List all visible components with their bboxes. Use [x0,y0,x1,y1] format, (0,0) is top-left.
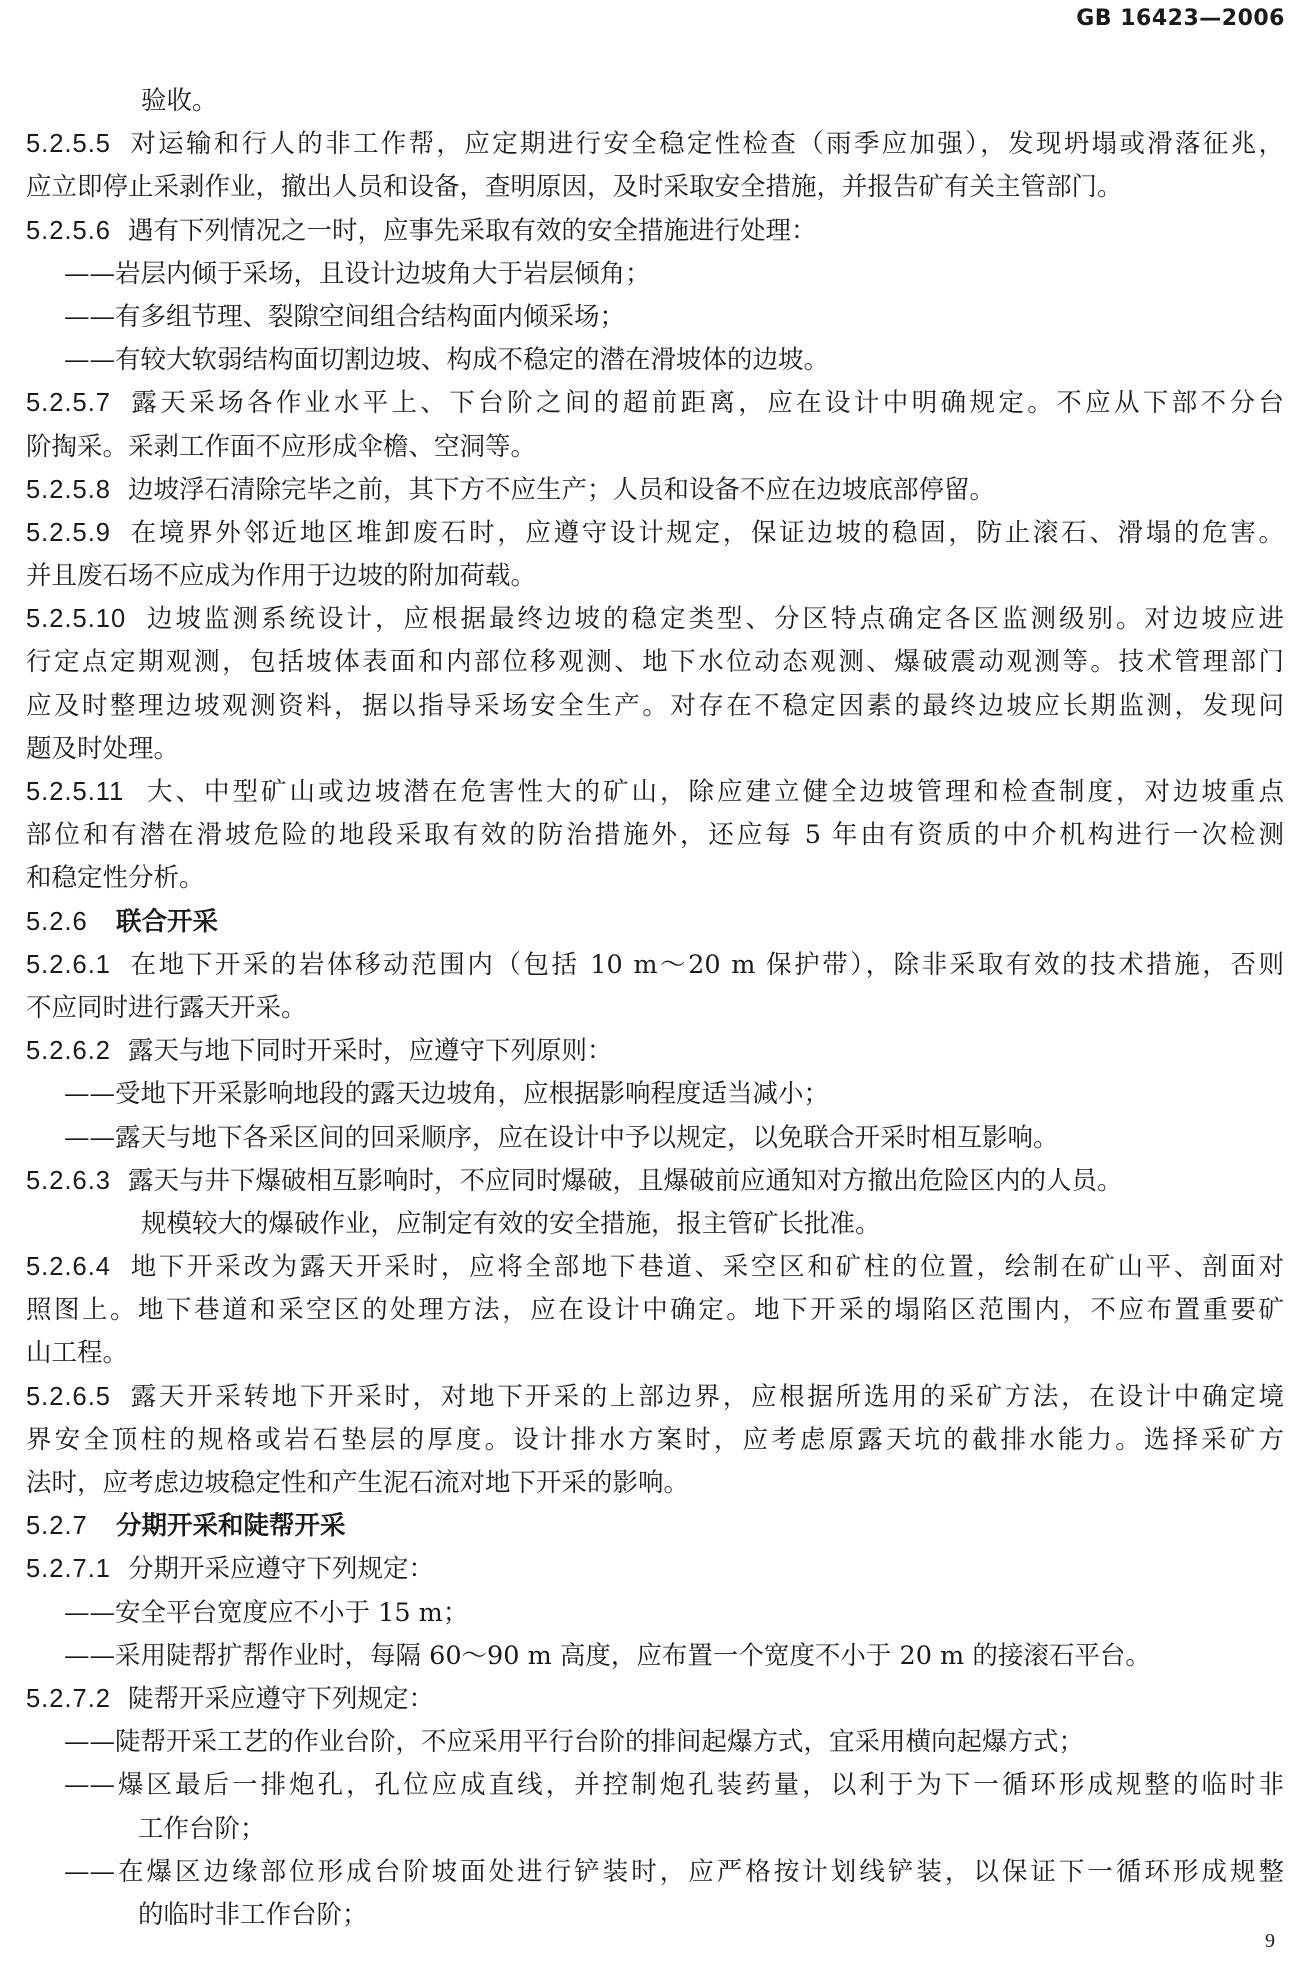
clause-line [26,1160,1284,1203]
list-item: ——采用陡帮扩帮作业时，每隔 60～90 m 高度，应布置一个宽度不小于 20 m 的接滚石平台。 [64,1640,1151,1671]
section-title: 分期开采和陡帮开采 [116,1511,346,1542]
clause-text: 露天开采转地下开采时，对地下开采的上部边界，应根据所选用的采矿方法，在设计中确定境 [128,1381,1284,1412]
clause-line [26,123,1284,166]
list-item: ——爆区最后一排炮孔，孔位应成直线，并控制炮孔装药量，以利于为下一循环形成规整的临时非 [64,1770,1284,1801]
clause-line [26,1246,1284,1289]
clause-number: 5.2.6.5 [26,1382,111,1411]
clause-number: 5.2.5.6 [26,216,111,245]
list-item: ——安全平台宽度应不小于 15 m； [64,1597,469,1628]
clause-number: 5.2.5.10 [26,605,127,634]
clause-number: 5.2.6.3 [26,1166,111,1195]
clause-number: 5.2.6.2 [26,1037,111,1066]
clause-line [26,210,1284,253]
clause-line [26,771,1284,814]
paragraph-line: 题及时处理。 [26,733,180,764]
clause-line [26,944,1284,987]
clause-text: 露天与井下爆破相互影响时，不应同时爆破，且爆破前应通知对方撤出危险区内的人员。 [128,1165,1123,1196]
clause-line [26,469,1284,512]
section-number: 5.2.6 [26,907,88,936]
clause-number: 5.2.6.1 [26,950,111,979]
paragraph-line: 工作台阶； [138,1813,266,1844]
clause-line [26,1678,1284,1721]
paragraph-line: 和稳定性分析。 [26,863,205,894]
clause-text: 在境界外邻近地区堆卸废石时，应遵守设计规定，保证边坡的稳固，防止滚石、滑塌的危害。 [128,517,1284,548]
paragraph-line: 不应同时进行露天开采。 [26,992,307,1023]
clause-text: 露天采场各作业水平上、下台阶之间的超前距离，应在设计中明确规定。不应从下部不分台 [128,388,1284,419]
paragraph-line: 规模较大的爆破作业，应制定有效的安全措施，报主管矿长批准。 [141,1208,881,1239]
section-title: 联合开采 [116,906,219,937]
clause-number: 5.2.5.11 [26,778,125,806]
standard-code-header: GB 16423—2006 [1076,6,1285,31]
paragraph-line: 照图上。地下巷道和采空区的处理方法，应在设计中确定。地下开采的塌陷区范围内，不应布置重要矿 [26,1295,1284,1326]
clause-line [26,512,1284,555]
clause-number: 5.2.7.2 [26,1684,111,1713]
clause-text: 大、中型矿山或边坡潜在危害性大的矿山，除应建立健全边坡管理和检查制度，对边坡重点 [144,777,1284,807]
paragraph-line: 的临时非工作台阶； [138,1899,368,1930]
clause-number: 5.2.5.8 [26,475,111,504]
paragraph-line: 法时，应考虑边坡稳定性和产生泥石流对地下开采的影响。 [26,1468,690,1498]
paragraph-line: 部位和有潜在滑坡危险的地段采取有效的防治措施外，还应每 5 年由有资质的中介机构进行一次检测 [26,820,1284,851]
paragraph-line: 界安全顶柱的规格或岩石垫层的厚度。设计排水方案时，应考虑原露天坑的截排水能力。选择采矿方 [26,1424,1284,1455]
section-number: 5.2.7 [26,1512,88,1541]
list-item: ——露天与地下各采区间的回采顺序，应在设计中予以规定，以免联合开采时相互影响。 [64,1122,1059,1153]
clause-text: 对运输和行人的非工作帮，应定期进行安全稳定性检查（雨季应加强），发现坍塌或滑落征兆， [128,129,1284,160]
paragraph-line: 应及时整理边坡观测资料，据以指导采场安全生产。对存在不稳定因素的最终边坡应长期监测，发现问 [26,690,1284,721]
list-item: ——有较大软弱结构面切割边坡、构成不稳定的潜在滑坡体的边坡。 [64,345,830,376]
section-heading [26,901,1284,944]
section-heading [26,1505,1284,1548]
list-item: ——有多组节理、裂隙空间组合结构面内倾采场； [64,301,626,332]
list-item: ——受地下开采影响地段的露天边坡角，应根据影响程度适当减小； [64,1079,830,1110]
list-item: ——岩层内倾于采场，且设计边坡角大于岩层倾角； [64,258,651,289]
clause-number: 5.2.5.7 [26,389,111,418]
paragraph-line: 山工程。 [26,1338,129,1369]
clause-text: 露天与地下同时开采时，应遵守下列原则： [128,1036,613,1067]
clause-line [26,382,1284,425]
clause-text: 在地下开采的岩体移动范围内（包括 10 m～20 m 保护带），除非采取有效的技术措施，否则 [128,949,1284,980]
clause-number: 5.2.5.9 [26,518,111,547]
clause-text: 边坡监测系统设计，应根据最终边坡的稳定类型、分区特点确定各区监测级别。对边坡应进 [144,604,1284,635]
clause-number: 5.2.6.4 [26,1253,111,1282]
clause-text: 地下开采改为露天开采时，应将全部地下巷道、采空区和矿柱的位置，绘制在矿山平、剖面对 [128,1252,1284,1283]
page-number: 9 [1265,1930,1275,1952]
paragraph-line: 阶掏采。采剥工作面不应形成伞檐、空洞等。 [26,431,537,462]
clause-number: 5.2.7.1 [26,1555,111,1584]
paragraph-line: 并且废石场不应成为作用于边坡的附加荷载。 [26,561,537,592]
list-item: ——在爆区边缘部位形成台阶坡面处进行铲装时，应严格按计划线铲装，以保证下一循环形成规整 [64,1856,1284,1887]
clause-text: 遇有下列情况之一时，应事先采取有效的安全措施进行处理： [128,215,817,246]
clause-line [26,1030,1284,1073]
clause-line [26,1548,1284,1591]
clause-text: 陡帮开采应遵守下列规定： [128,1683,435,1714]
clause-text: 分期开采应遵守下列规定： [128,1554,435,1585]
clause-line [26,1376,1284,1419]
paragraph-line: 验收。 [141,86,218,116]
clause-line [26,598,1284,641]
clause-number: 5.2.5.5 [26,130,111,159]
list-item: ——陡帮开采工艺的作业台阶，不应采用平行台阶的排间起爆方式，宜采用横向起爆方式； [64,1727,1085,1758]
document-body [26,80,1284,1937]
clause-text: 边坡浮石清除完毕之前，其下方不应生产；人员和设备不应在边坡底部停留。 [128,474,996,505]
paragraph-line: 行定点定期观测，包括坡体表面和内部位移观测、地下水位动态观测、爆破震动观测等。技术管理部门 [26,647,1284,678]
paragraph-line: 应立即停止采剥作业，撤出人员和设备，查明原因，及时采取安全措施，并报告矿有关主管部门。 [26,172,1123,203]
